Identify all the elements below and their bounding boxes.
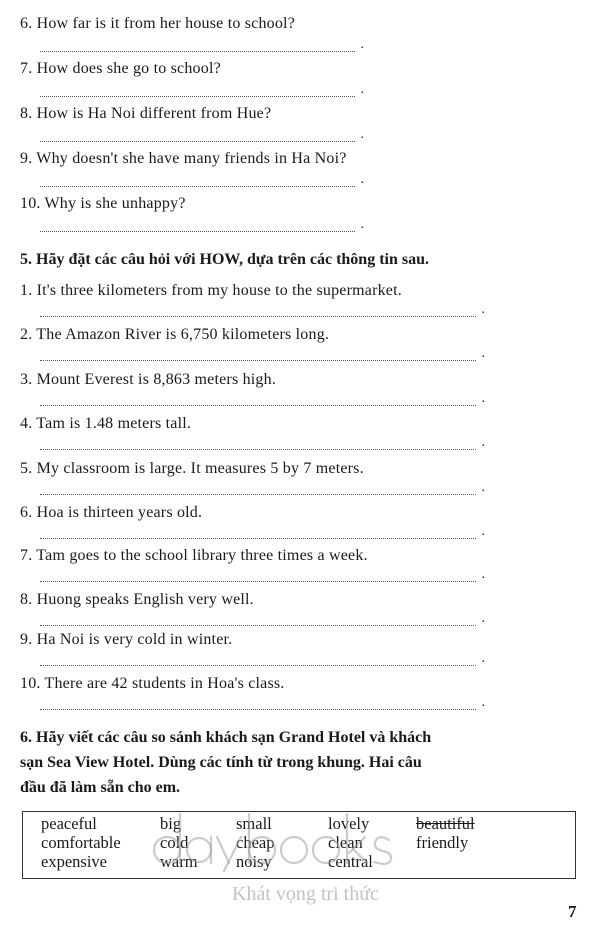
word-box-word: comfortable (41, 833, 121, 852)
question: 8. How is Ha Noi different from Hue? (20, 105, 272, 122)
answer-line[interactable] (40, 494, 476, 495)
statement: 7. Tam goes to the school library three times a week. (20, 547, 368, 564)
page-number: 7 (568, 902, 577, 921)
section-6-heading-line: đầu đã làm sẵn cho em. (20, 779, 181, 796)
answer-line[interactable] (40, 405, 476, 406)
word-box-word: peaceful (41, 814, 97, 833)
word-box-word: big (160, 814, 182, 833)
word-box-word: friendly (416, 833, 469, 852)
answer-line[interactable] (40, 449, 476, 450)
question: 6. How far is it from her house to school? (20, 15, 296, 32)
answer-line[interactable] (40, 96, 355, 97)
section-6-heading-line: sạn Sea View Hotel. Dùng các tính từ trong khung. Hai câu (20, 754, 422, 771)
watermark-slogan: Khát vọng tri thức (232, 883, 379, 905)
answer-line[interactable] (40, 709, 476, 710)
statement: 4. Tam is 1.48 meters tall. (20, 415, 192, 432)
statement: 5. My classroom is large. It measures 5 by 7 meters. (20, 460, 364, 477)
word-box-word: small (236, 814, 272, 833)
statement: 9. Ha Noi is very cold in winter. (20, 631, 233, 648)
question: 10. Why is she unhappy? (20, 195, 186, 212)
question: 9. Why doesn't she have many friends in Ha Noi? (20, 150, 347, 167)
answer-line[interactable] (40, 186, 355, 187)
answer-line[interactable] (40, 141, 355, 142)
statement: 6. Hoa is thirteen years old. (20, 504, 203, 521)
answer-line[interactable] (40, 51, 355, 52)
word-box-word: lovely (328, 814, 370, 833)
word-box-word: expensive (41, 852, 107, 871)
question: 7. How does she go to school? (20, 60, 221, 77)
statement: 3. Mount Everest is 8,863 meters high. (20, 371, 277, 388)
answer-line[interactable] (40, 665, 476, 666)
statement: 10. There are 42 students in Hoa's class. (20, 675, 285, 692)
section-6-heading-line: 6. Hãy viết các câu so sánh khách sạn Grand Hotel và khách (20, 729, 432, 746)
answer-line[interactable] (40, 581, 476, 582)
word-box-word: noisy (236, 852, 272, 871)
answer-line[interactable] (40, 360, 476, 361)
word-box-word: central (328, 852, 373, 871)
word-box-word: clean (328, 833, 363, 852)
section-5-heading: 5. Hãy đặt các câu hỏi với HOW, dựa trên các thông tin sau. (20, 251, 429, 268)
word-box-word: warm (160, 852, 198, 871)
statement: 8. Huong speaks English very well. (20, 591, 254, 608)
word-box-word: beautiful (416, 814, 475, 833)
answer-line[interactable] (40, 625, 476, 626)
answer-line[interactable] (40, 316, 476, 317)
statement: 1. It's three kilometers from my house to the supermarket. (20, 282, 402, 299)
statement: 2. The Amazon River is 6,750 kilometers long. (20, 326, 330, 343)
word-box-word: cold (160, 833, 189, 852)
answer-line[interactable] (40, 538, 476, 539)
answer-line[interactable] (40, 231, 355, 232)
word-box-word: cheap (236, 833, 275, 852)
